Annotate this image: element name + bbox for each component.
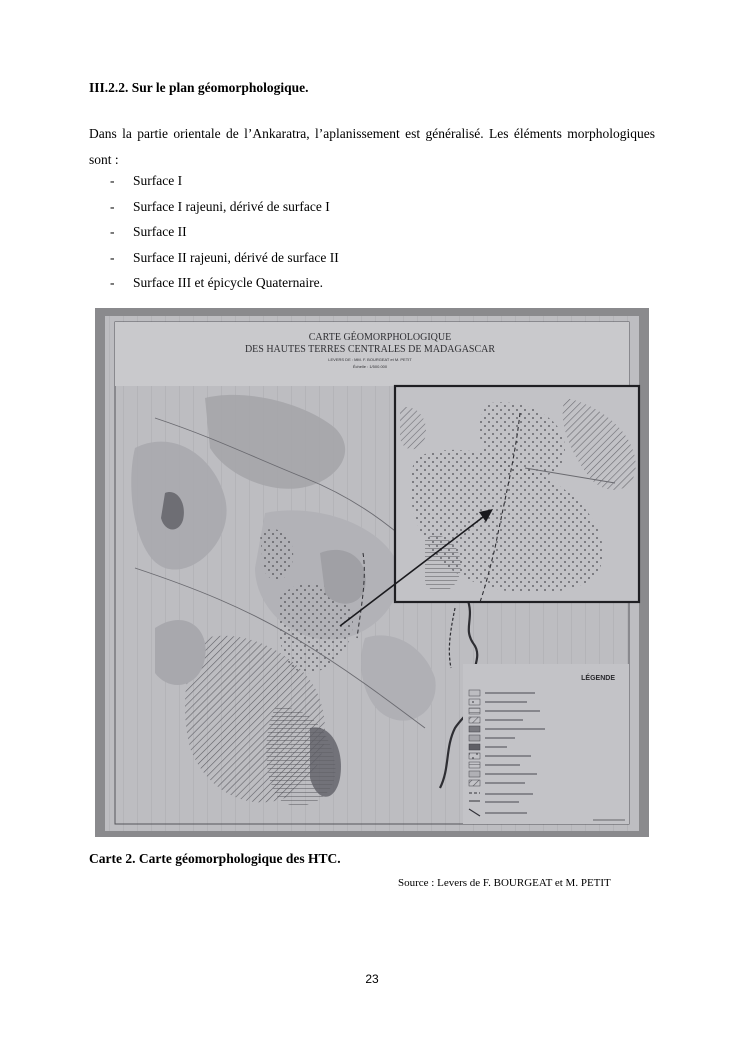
- map-inset: [395, 386, 639, 602]
- intro-paragraph: Dans la partie orientale de l’Ankaratra, l’aplanissement est généralisé. Les éléments morphologiques sont :: [89, 126, 655, 167]
- list-bullet: -: [110, 224, 115, 239]
- map-authors: LEVERS DE : MM. F. BOURGEAT et M. PETIT: [328, 357, 412, 362]
- list-bullet: -: [110, 275, 115, 290]
- list-item: [110, 270, 339, 296]
- page-number: 23: [365, 972, 379, 986]
- list-item: [110, 219, 339, 245]
- list-bullet: -: [110, 249, 115, 265]
- list-item-text: Surface I rajeuni, dérivé de surface I: [133, 198, 330, 214]
- legend-title: LÉGENDE: [581, 675, 615, 682]
- list-item: [110, 168, 339, 194]
- map-scale: Échelle : 1/500.000: [352, 364, 388, 369]
- figure-caption: Carte 2. Carte géomorphologique des HTC.: [89, 851, 341, 866]
- geomorphology-map-figure: [95, 308, 649, 837]
- list-item-text: Surface I: [133, 173, 183, 188]
- map-image: [95, 308, 649, 837]
- map-title-line1: CARTE GÉOMORPHOLOGIQUE: [308, 332, 452, 343]
- morphology-list: [110, 168, 339, 296]
- section-heading: III.2.2. Sur le plan géomorphologique.: [89, 80, 309, 95]
- list-item-text: Surface III et épicycle Quaternaire.: [133, 275, 324, 290]
- figure-source: Source : Levers de F. BOURGEAT et M. PETIT: [398, 877, 611, 889]
- map-title-line2: DES HAUTES TERRES CENTRALES DE MADAGASCAR: [244, 344, 496, 355]
- list-item-text: Surface II rajeuni, dérivé de surface II: [133, 249, 339, 265]
- list-item: [110, 194, 339, 220]
- list-item: [110, 245, 339, 271]
- list-bullet: -: [110, 198, 115, 214]
- map-legend: [463, 664, 629, 824]
- list-bullet: -: [110, 173, 115, 188]
- list-item-text: Surface II: [133, 224, 187, 239]
